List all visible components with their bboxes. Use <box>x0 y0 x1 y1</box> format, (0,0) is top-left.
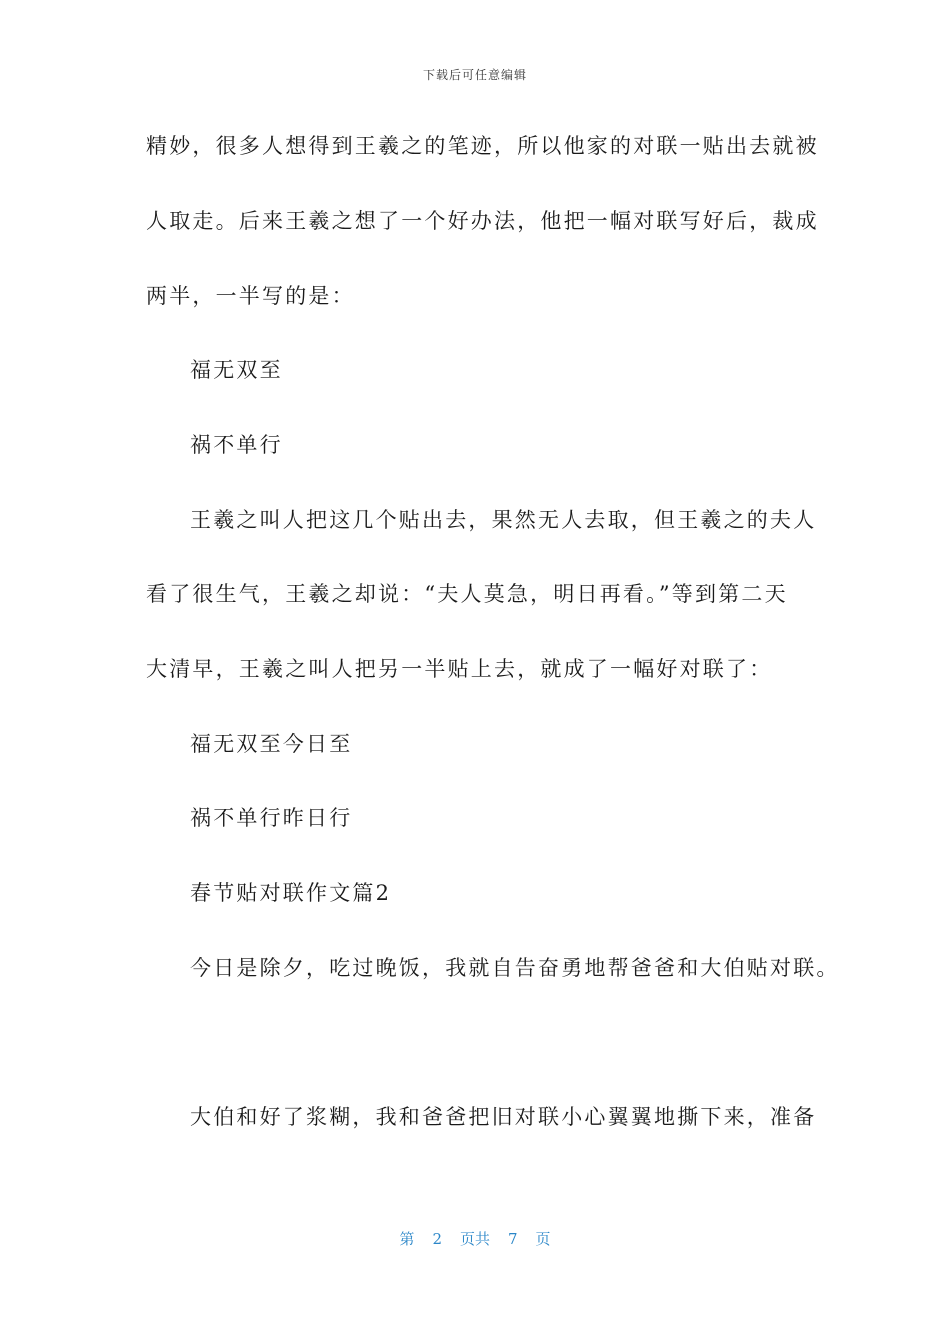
paragraph-line: 大清早，王羲之叫人把另一半贴上去，就成了一幅好对联了： <box>146 657 773 681</box>
paragraph-line: 王羲之叫人把这几个贴出去，果然无人去取，但王羲之的夫人 <box>190 508 817 532</box>
footer-prefix: 第 <box>399 1230 415 1248</box>
footer-suffix: 页 <box>535 1230 551 1248</box>
page-footer <box>0 1228 950 1249</box>
paragraph-line: 看了很生气，王羲之却说：“夫人莫急，明日再看。”等到第二天 <box>146 582 788 606</box>
current-page-number: 2 <box>432 1230 442 1248</box>
section-heading: 春节贴对联作文篇2 <box>190 881 392 905</box>
couplet-line: 祸不单行昨日行 <box>190 806 353 830</box>
paragraph-line: 今日是除夕，吃过晚饭，我就自告奋勇地帮爸爸和大伯贴对联。 <box>190 956 840 980</box>
paragraph-line: 精妙，很多人想得到王羲之的笔迹，所以他家的对联一贴出去就被 <box>146 134 819 158</box>
page-header: 下载后可任意编辑 <box>422 68 527 82</box>
paragraph-line: 大伯和好了浆糊，我和爸爸把旧对联小心翼翼地撕下来，准备 <box>190 1105 817 1129</box>
couplet-line: 祸不单行 <box>190 433 283 457</box>
footer-middle: 页共 <box>459 1230 490 1248</box>
paragraph-line: 人取走。后来王羲之想了一个好办法，他把一幅对联写好后，裁成 <box>146 209 819 233</box>
paragraph-line: 两半，一半写的是： <box>146 284 355 308</box>
total-pages-number: 7 <box>508 1230 518 1248</box>
couplet-line: 福无双至今日至 <box>190 732 353 756</box>
couplet-line: 福无双至 <box>190 358 283 382</box>
